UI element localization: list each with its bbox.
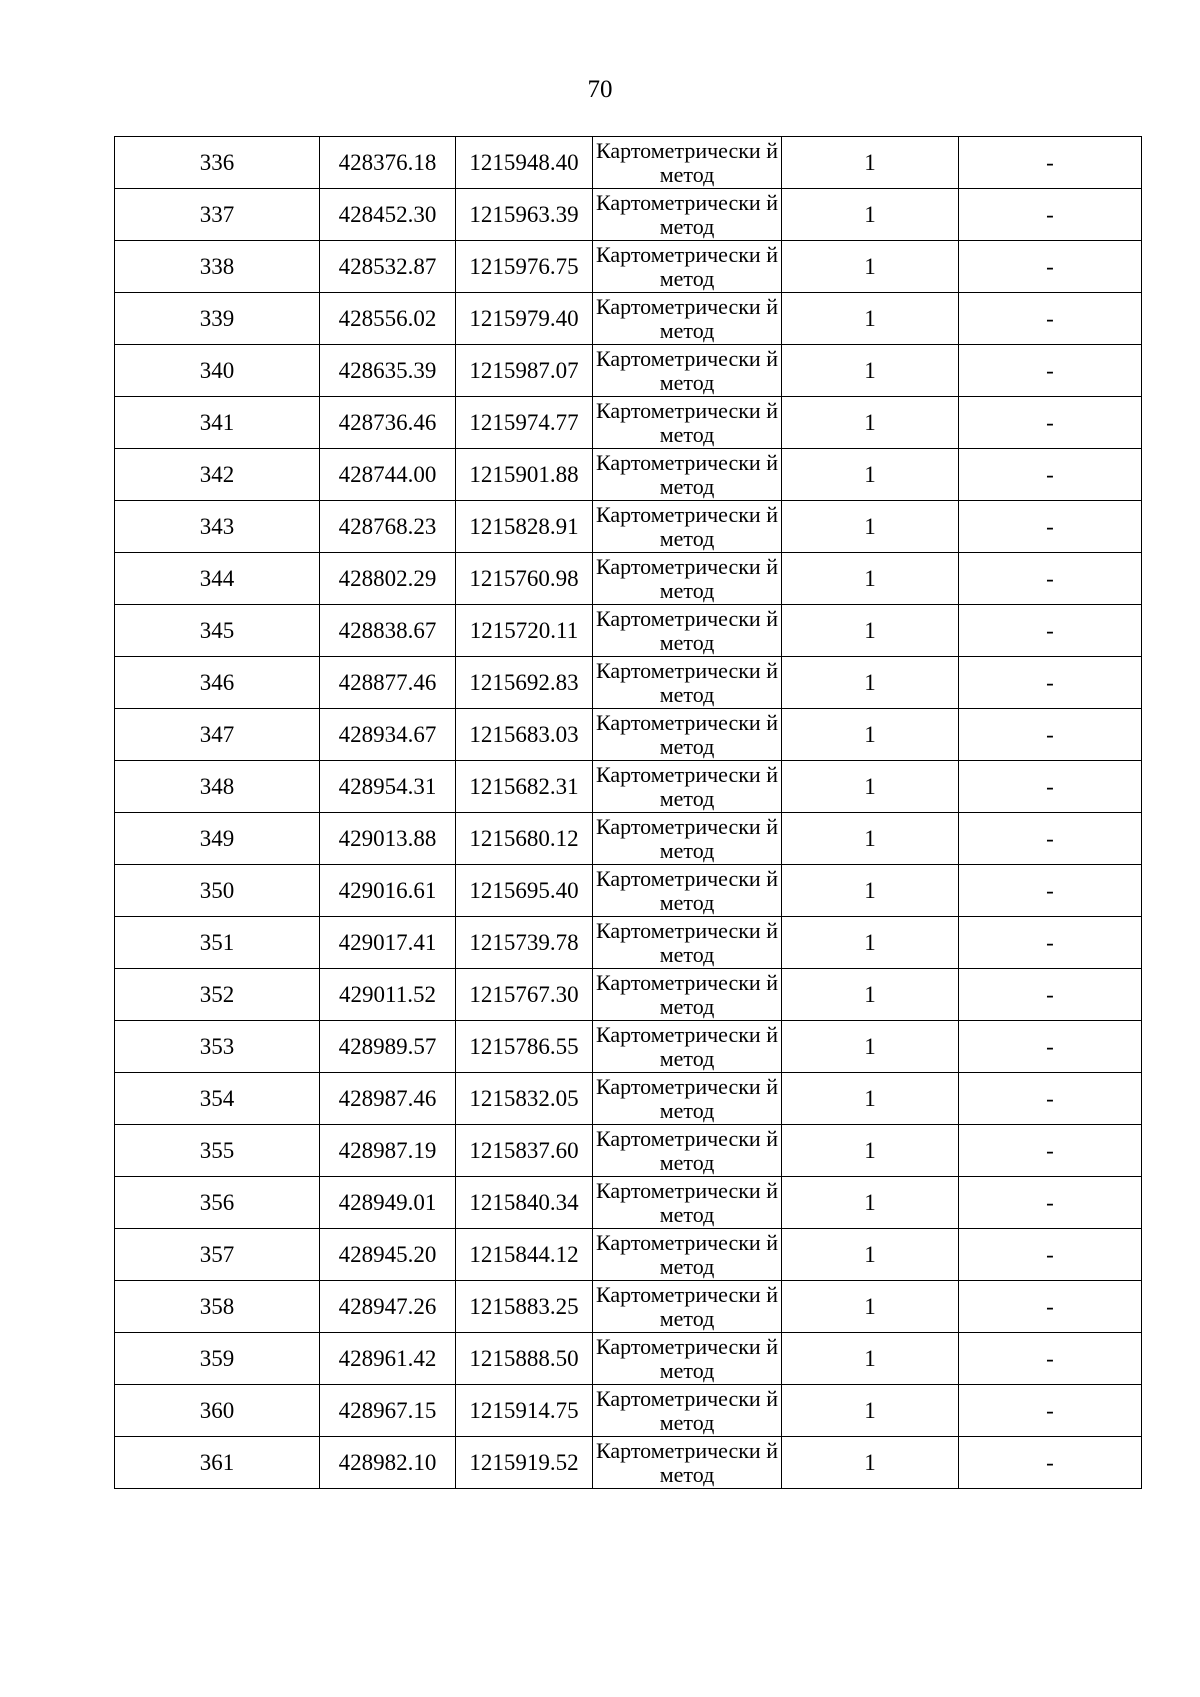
y-coordinate-cell: 1215976.75 bbox=[456, 241, 593, 293]
accuracy-cell: 1 bbox=[782, 657, 959, 709]
note-cell: - bbox=[959, 865, 1142, 917]
point-number-cell: 357 bbox=[115, 1229, 320, 1281]
x-coordinate-cell: 428934.67 bbox=[320, 709, 456, 761]
y-coordinate-cell: 1215914.75 bbox=[456, 1385, 593, 1437]
note-cell: - bbox=[959, 761, 1142, 813]
y-coordinate-cell: 1215837.60 bbox=[456, 1125, 593, 1177]
note-cell: - bbox=[959, 241, 1142, 293]
x-coordinate-cell: 428954.31 bbox=[320, 761, 456, 813]
accuracy-cell: 1 bbox=[782, 449, 959, 501]
accuracy-cell: 1 bbox=[782, 1073, 959, 1125]
point-number-cell: 356 bbox=[115, 1177, 320, 1229]
x-coordinate-cell: 428945.20 bbox=[320, 1229, 456, 1281]
table-row bbox=[115, 1177, 1142, 1229]
point-number-cell: 343 bbox=[115, 501, 320, 553]
method-cell: Картометрически й метод bbox=[593, 709, 782, 761]
table-row bbox=[115, 1437, 1142, 1489]
x-coordinate-cell: 429011.52 bbox=[320, 969, 456, 1021]
y-coordinate-cell: 1215974.77 bbox=[456, 397, 593, 449]
table-row bbox=[115, 1229, 1142, 1281]
note-cell: - bbox=[959, 1177, 1142, 1229]
x-coordinate-cell: 428838.67 bbox=[320, 605, 456, 657]
method-cell: Картометрически й метод bbox=[593, 813, 782, 865]
table-row bbox=[115, 605, 1142, 657]
x-coordinate-cell: 429013.88 bbox=[320, 813, 456, 865]
y-coordinate-cell: 1215840.34 bbox=[456, 1177, 593, 1229]
accuracy-cell: 1 bbox=[782, 605, 959, 657]
table-row bbox=[115, 449, 1142, 501]
x-coordinate-cell: 428987.19 bbox=[320, 1125, 456, 1177]
x-coordinate-cell: 428532.87 bbox=[320, 241, 456, 293]
x-coordinate-cell: 428376.18 bbox=[320, 137, 456, 189]
accuracy-cell: 1 bbox=[782, 917, 959, 969]
note-cell: - bbox=[959, 813, 1142, 865]
x-coordinate-cell: 428635.39 bbox=[320, 345, 456, 397]
accuracy-cell: 1 bbox=[782, 1125, 959, 1177]
table-row bbox=[115, 813, 1142, 865]
point-number-cell: 358 bbox=[115, 1281, 320, 1333]
accuracy-cell: 1 bbox=[782, 709, 959, 761]
accuracy-cell: 1 bbox=[782, 1177, 959, 1229]
method-cell: Картометрически й метод bbox=[593, 345, 782, 397]
point-number-cell: 351 bbox=[115, 917, 320, 969]
method-cell: Картометрически й метод bbox=[593, 1281, 782, 1333]
coordinates-table-body bbox=[115, 137, 1142, 1489]
method-cell: Картометрически й метод bbox=[593, 1333, 782, 1385]
x-coordinate-cell: 428452.30 bbox=[320, 189, 456, 241]
accuracy-cell: 1 bbox=[782, 501, 959, 553]
table-row bbox=[115, 1281, 1142, 1333]
point-number-cell: 355 bbox=[115, 1125, 320, 1177]
table-row bbox=[115, 969, 1142, 1021]
method-cell: Картометрически й метод bbox=[593, 1021, 782, 1073]
note-cell: - bbox=[959, 1333, 1142, 1385]
y-coordinate-cell: 1215739.78 bbox=[456, 917, 593, 969]
method-cell: Картометрически й метод bbox=[593, 449, 782, 501]
method-cell: Картометрически й метод bbox=[593, 1385, 782, 1437]
x-coordinate-cell: 429017.41 bbox=[320, 917, 456, 969]
note-cell: - bbox=[959, 1437, 1142, 1489]
point-number-cell: 342 bbox=[115, 449, 320, 501]
note-cell: - bbox=[959, 1125, 1142, 1177]
point-number-cell: 337 bbox=[115, 189, 320, 241]
method-cell: Картометрически й метод bbox=[593, 553, 782, 605]
point-number-cell: 359 bbox=[115, 1333, 320, 1385]
y-coordinate-cell: 1215963.39 bbox=[456, 189, 593, 241]
note-cell: - bbox=[959, 1385, 1142, 1437]
method-cell: Картометрически й метод bbox=[593, 761, 782, 813]
method-cell: Картометрически й метод bbox=[593, 917, 782, 969]
accuracy-cell: 1 bbox=[782, 1229, 959, 1281]
accuracy-cell: 1 bbox=[782, 1333, 959, 1385]
method-cell: Картометрически й метод bbox=[593, 501, 782, 553]
table-row bbox=[115, 397, 1142, 449]
accuracy-cell: 1 bbox=[782, 397, 959, 449]
x-coordinate-cell: 428961.42 bbox=[320, 1333, 456, 1385]
accuracy-cell: 1 bbox=[782, 761, 959, 813]
table-row bbox=[115, 345, 1142, 397]
method-cell: Картометрически й метод bbox=[593, 865, 782, 917]
y-coordinate-cell: 1215883.25 bbox=[456, 1281, 593, 1333]
y-coordinate-cell: 1215948.40 bbox=[456, 137, 593, 189]
accuracy-cell: 1 bbox=[782, 189, 959, 241]
table-row bbox=[115, 865, 1142, 917]
accuracy-cell: 1 bbox=[782, 345, 959, 397]
note-cell: - bbox=[959, 449, 1142, 501]
note-cell: - bbox=[959, 553, 1142, 605]
x-coordinate-cell: 428768.23 bbox=[320, 501, 456, 553]
y-coordinate-cell: 1215987.07 bbox=[456, 345, 593, 397]
note-cell: - bbox=[959, 969, 1142, 1021]
y-coordinate-cell: 1215720.11 bbox=[456, 605, 593, 657]
accuracy-cell: 1 bbox=[782, 813, 959, 865]
x-coordinate-cell: 428744.00 bbox=[320, 449, 456, 501]
y-coordinate-cell: 1215682.31 bbox=[456, 761, 593, 813]
y-coordinate-cell: 1215832.05 bbox=[456, 1073, 593, 1125]
note-cell: - bbox=[959, 917, 1142, 969]
table-row bbox=[115, 1333, 1142, 1385]
x-coordinate-cell: 428989.57 bbox=[320, 1021, 456, 1073]
method-cell: Картометрически й метод bbox=[593, 605, 782, 657]
x-coordinate-cell: 428947.26 bbox=[320, 1281, 456, 1333]
table-row bbox=[115, 709, 1142, 761]
page-number: 70 bbox=[587, 76, 613, 103]
accuracy-cell: 1 bbox=[782, 137, 959, 189]
point-number-cell: 338 bbox=[115, 241, 320, 293]
coordinates-table bbox=[114, 136, 1142, 1489]
table-row bbox=[115, 293, 1142, 345]
method-cell: Картометрически й метод bbox=[593, 1073, 782, 1125]
accuracy-cell: 1 bbox=[782, 553, 959, 605]
y-coordinate-cell: 1215680.12 bbox=[456, 813, 593, 865]
y-coordinate-cell: 1215692.83 bbox=[456, 657, 593, 709]
y-coordinate-cell: 1215760.98 bbox=[456, 553, 593, 605]
accuracy-cell: 1 bbox=[782, 1021, 959, 1073]
y-coordinate-cell: 1215901.88 bbox=[456, 449, 593, 501]
x-coordinate-cell: 428736.46 bbox=[320, 397, 456, 449]
accuracy-cell: 1 bbox=[782, 1437, 959, 1489]
method-cell: Картометрически й метод bbox=[593, 969, 782, 1021]
table-row bbox=[115, 553, 1142, 605]
method-cell: Картометрически й метод bbox=[593, 657, 782, 709]
x-coordinate-cell: 428877.46 bbox=[320, 657, 456, 709]
method-cell: Картометрически й метод bbox=[593, 397, 782, 449]
method-cell: Картометрически й метод bbox=[593, 241, 782, 293]
accuracy-cell: 1 bbox=[782, 1385, 959, 1437]
point-number-cell: 360 bbox=[115, 1385, 320, 1437]
point-number-cell: 336 bbox=[115, 137, 320, 189]
point-number-cell: 349 bbox=[115, 813, 320, 865]
x-coordinate-cell: 429016.61 bbox=[320, 865, 456, 917]
note-cell: - bbox=[959, 605, 1142, 657]
point-number-cell: 348 bbox=[115, 761, 320, 813]
x-coordinate-cell: 428949.01 bbox=[320, 1177, 456, 1229]
y-coordinate-cell: 1215828.91 bbox=[456, 501, 593, 553]
note-cell: - bbox=[959, 1073, 1142, 1125]
y-coordinate-cell: 1215979.40 bbox=[456, 293, 593, 345]
x-coordinate-cell: 428556.02 bbox=[320, 293, 456, 345]
point-number-cell: 344 bbox=[115, 553, 320, 605]
method-cell: Картометрически й метод bbox=[593, 1177, 782, 1229]
y-coordinate-cell: 1215695.40 bbox=[456, 865, 593, 917]
table-row bbox=[115, 917, 1142, 969]
note-cell: - bbox=[959, 397, 1142, 449]
accuracy-cell: 1 bbox=[782, 969, 959, 1021]
method-cell: Картометрически й метод bbox=[593, 189, 782, 241]
y-coordinate-cell: 1215844.12 bbox=[456, 1229, 593, 1281]
table-row bbox=[115, 1021, 1142, 1073]
note-cell: - bbox=[959, 189, 1142, 241]
point-number-cell: 347 bbox=[115, 709, 320, 761]
x-coordinate-cell: 428967.15 bbox=[320, 1385, 456, 1437]
y-coordinate-cell: 1215786.55 bbox=[456, 1021, 593, 1073]
note-cell: - bbox=[959, 1229, 1142, 1281]
point-number-cell: 339 bbox=[115, 293, 320, 345]
method-cell: Картометрически й метод bbox=[593, 1125, 782, 1177]
accuracy-cell: 1 bbox=[782, 865, 959, 917]
accuracy-cell: 1 bbox=[782, 293, 959, 345]
note-cell: - bbox=[959, 293, 1142, 345]
method-cell: Картометрически й метод bbox=[593, 137, 782, 189]
x-coordinate-cell: 428982.10 bbox=[320, 1437, 456, 1489]
note-cell: - bbox=[959, 709, 1142, 761]
x-coordinate-cell: 428987.46 bbox=[320, 1073, 456, 1125]
accuracy-cell: 1 bbox=[782, 241, 959, 293]
y-coordinate-cell: 1215888.50 bbox=[456, 1333, 593, 1385]
point-number-cell: 361 bbox=[115, 1437, 320, 1489]
table-row bbox=[115, 657, 1142, 709]
note-cell: - bbox=[959, 345, 1142, 397]
method-cell: Картометрически й метод bbox=[593, 293, 782, 345]
table-row bbox=[115, 241, 1142, 293]
note-cell: - bbox=[959, 657, 1142, 709]
point-number-cell: 354 bbox=[115, 1073, 320, 1125]
method-cell: Картометрически й метод bbox=[593, 1229, 782, 1281]
table-row bbox=[115, 189, 1142, 241]
y-coordinate-cell: 1215683.03 bbox=[456, 709, 593, 761]
x-coordinate-cell: 428802.29 bbox=[320, 553, 456, 605]
point-number-cell: 346 bbox=[115, 657, 320, 709]
y-coordinate-cell: 1215767.30 bbox=[456, 969, 593, 1021]
note-cell: - bbox=[959, 501, 1142, 553]
table-row bbox=[115, 1125, 1142, 1177]
point-number-cell: 345 bbox=[115, 605, 320, 657]
table-row bbox=[115, 501, 1142, 553]
table-row bbox=[115, 137, 1142, 189]
table-row bbox=[115, 761, 1142, 813]
table-row bbox=[115, 1073, 1142, 1125]
point-number-cell: 350 bbox=[115, 865, 320, 917]
point-number-cell: 340 bbox=[115, 345, 320, 397]
note-cell: - bbox=[959, 1281, 1142, 1333]
note-cell: - bbox=[959, 1021, 1142, 1073]
accuracy-cell: 1 bbox=[782, 1281, 959, 1333]
table-row bbox=[115, 1385, 1142, 1437]
point-number-cell: 341 bbox=[115, 397, 320, 449]
method-cell: Картометрически й метод bbox=[593, 1437, 782, 1489]
point-number-cell: 352 bbox=[115, 969, 320, 1021]
note-cell: - bbox=[959, 137, 1142, 189]
y-coordinate-cell: 1215919.52 bbox=[456, 1437, 593, 1489]
point-number-cell: 353 bbox=[115, 1021, 320, 1073]
